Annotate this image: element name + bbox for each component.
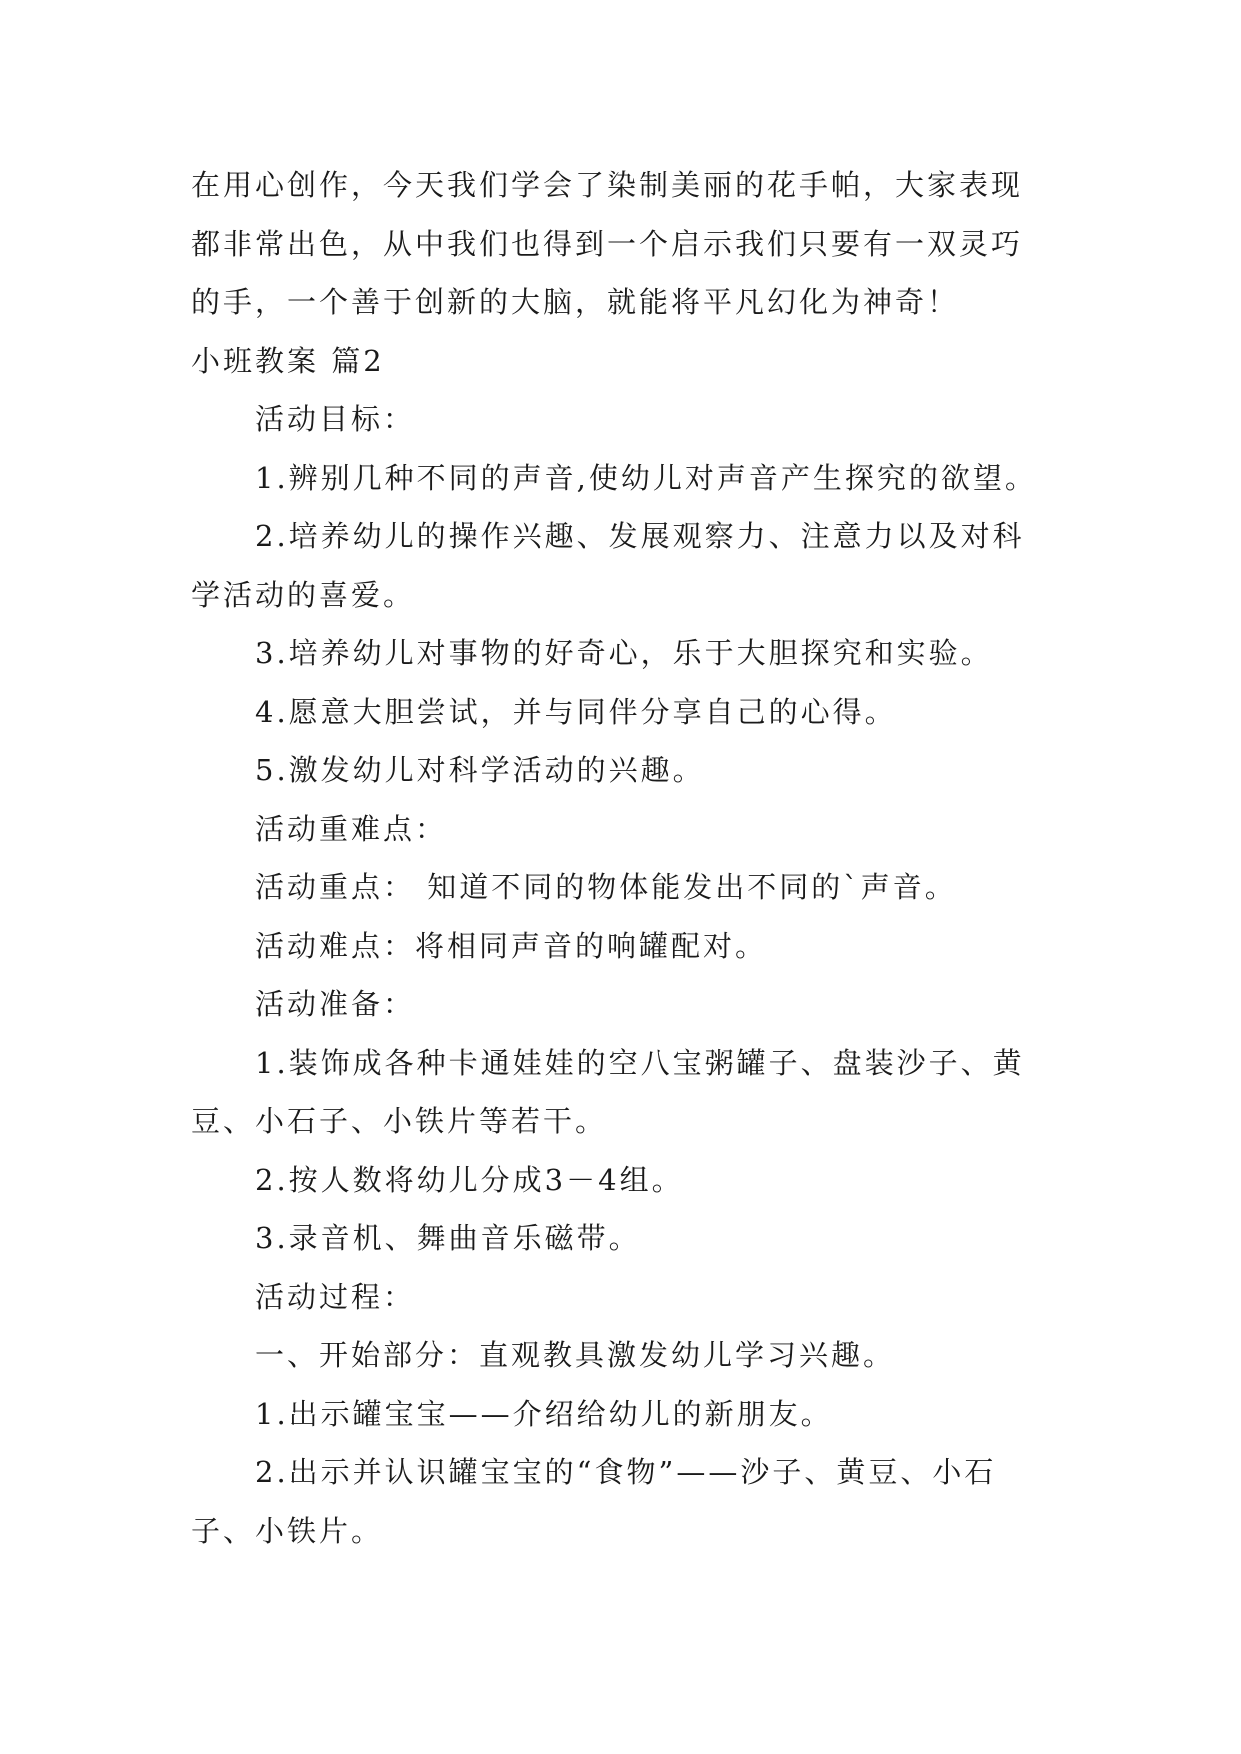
text-line: 在用心创作，今天我们学会了染制美丽的花手帕，大家表现 — [191, 168, 1024, 202]
text-line: 学活动的喜爱。 — [191, 577, 416, 612]
text-line: 1.出示罐宝宝——介绍给幼儿的新朋友。 — [255, 1396, 833, 1431]
document-page — [191, 156, 1051, 1560]
text-line: 活动难点：将相同声音的响罐配对。 — [255, 928, 768, 963]
text-line: 活动重点： 知道不同的物体能发出不同的`声音。 — [255, 870, 957, 904]
text-line: 一、开始部分：直观教具激发幼儿学习兴趣。 — [255, 1338, 896, 1372]
text-line: 子、小铁片。 — [191, 1513, 384, 1548]
text-line: 3.培养幼儿对事物的好奇心，乐于大胆探究和实验。 — [255, 636, 993, 670]
text-line: 2.培养幼儿的操作兴趣、发展观察力、注意力以及对科 — [255, 519, 1025, 553]
text-line: 豆、小石子、小铁片等若干。 — [191, 1104, 608, 1138]
text-line: 5.激发幼儿对科学活动的兴趣。 — [255, 753, 705, 787]
text-line: 2.按人数将幼儿分成3－4组。 — [255, 1162, 684, 1197]
text-line: 的手，一个善于创新的大脑，就能将平凡幻化为神奇！ — [191, 285, 960, 319]
text-line: 3.录音机、舞曲音乐磁带。 — [255, 1221, 641, 1255]
text-line: 1.装饰成各种卡通娃娃的空八宝粥罐子、盘装沙子、黄 — [255, 1045, 1025, 1080]
text-line: 2.出示并认识罐宝宝的“食物”——沙子、黄豆、小石 — [255, 1455, 997, 1489]
text-line: 活动准备： — [255, 987, 416, 1021]
text-line: 1.辨别几种不同的声音,使幼儿对声音产生探究的欲望。 — [255, 460, 1037, 495]
text-line: 活动目标： — [255, 402, 416, 436]
text-line: 活动重难点： — [255, 811, 448, 846]
text-line: 都非常出色，从中我们也得到一个启示我们只要有一双灵巧 — [191, 226, 1024, 261]
text-line: 小班教案 篇2 — [191, 343, 385, 378]
text-line: 4.愿意大胆尝试，并与同伴分享自己的心得。 — [255, 694, 897, 729]
text-line: 活动过程： — [255, 1279, 416, 1314]
